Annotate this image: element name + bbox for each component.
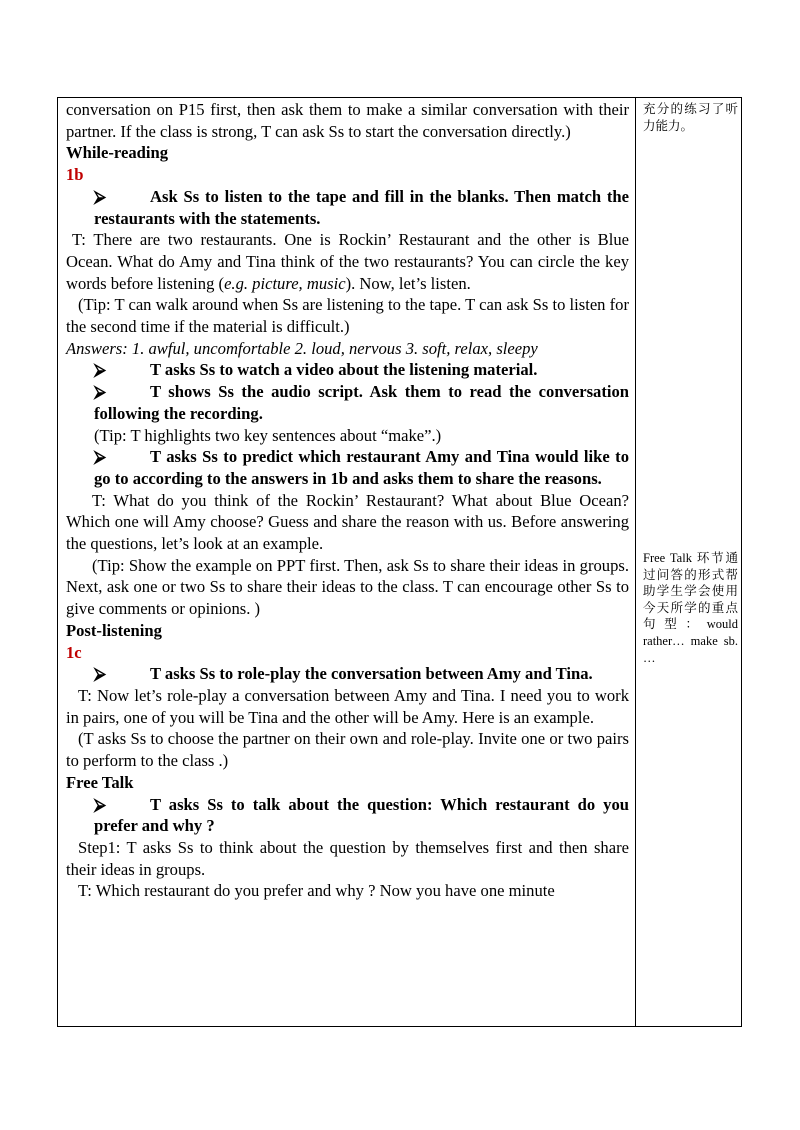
teacher-talk-prefer: T: Which restaurant do you prefer and why ? Now you have one minute: [78, 881, 555, 901]
teacher-talk-restaurants: T: There are two restaurants. One is Rockin’ Restaurant and the other is Blue Ocean. What do Amy and Tina think of the two restaurants? You can circle the key words before listening (e.g. picture, music). Now, let’s listen.: [66, 230, 629, 293]
bullet-listen-tape: ⮚ Ask Ss to listen to the tape and fill in the blanks. Then match the restaurants with the statements.: [94, 186, 629, 228]
free-talk-heading: Free Talk: [66, 772, 134, 792]
tip-choose-partner: (T asks Ss to choose the partner on their own and role-play. Invite one or two pairs to perform to the class .): [66, 729, 629, 771]
column-divider: [635, 98, 636, 1026]
teacher-talk-role-play: T: Now let’s role-play a conversation between Amy and Tina. I need you to work in pairs, one of you will be Tina and the other will be Amy. Here is an example.: [66, 685, 629, 727]
tip-walk-around: (Tip: T can walk around when Ss are listening to the tape. T can ask Ss to listen for the second time if the material is difficult.): [66, 295, 629, 337]
arrow-bullet-icon: ⮚: [94, 447, 106, 467]
bullet-predict-restaurant: ⮚ T asks Ss to predict which restaurant Amy and Tina would like to go to according to the answers in 1b and asks them to share the reasons.: [94, 447, 629, 488]
answers-text: Answers: 1. awful, uncomfortable 2. loud, nervous 3. soft, relax, sleepy: [66, 338, 538, 358]
lesson-steps-column: [66, 99, 629, 902]
step1-text: Step1: T asks Ss to think about the question by themselves first and then share their ideas in groups.: [66, 837, 629, 879]
tip-show-example: (Tip: Show the example on PPT first. Then, ask Ss to share their ideas in groups. Next, ask one or two Ss to share their ideas to the class. T can encourage other Ss to give comments or opinions. ): [66, 555, 629, 619]
section-1b-label: 1b: [66, 165, 84, 185]
lesson-plan-table: [57, 97, 742, 1027]
bullet-which-restaurant: ⮚ T asks Ss to talk about the question: Which restaurant do you prefer and why ?: [94, 794, 629, 836]
arrow-bullet-icon: ⮚: [94, 186, 106, 206]
arrow-bullet-icon: ⮚: [94, 382, 106, 402]
side-note-listening: 充分的练习了听力能力。: [643, 102, 738, 133]
bullet-role-play: ⮚ T asks Ss to role-play the conversation between Amy and Tina.: [94, 664, 593, 684]
arrow-bullet-icon: ⮚: [94, 360, 106, 380]
while-reading-heading: While-reading: [66, 143, 169, 163]
post-listening-heading: Post-listening: [66, 620, 162, 640]
bullet-audio-script: ⮚ T shows Ss the audio script. Ask them to read the conversation following the recording.: [94, 382, 629, 423]
intro-text: conversation on P15 first, then ask them to make a similar conversation with their partner. If the class is strong, T can ask Ss to start the conversation directly.): [66, 100, 629, 141]
tip-highlight-make: (Tip: T highlights two key sentences about “make”.): [94, 425, 442, 445]
side-note-free-talk: Free Talk 环节通过问答的形式帮助学生学会使用今天所学的重点句型：would rather… make sb. …: [643, 551, 738, 665]
arrow-bullet-icon: ⮚: [94, 794, 106, 814]
arrow-bullet-icon: ⮚: [94, 664, 106, 684]
teacher-talk-predict: T: What do you think of the Rockin’ Restaurant? What about Blue Ocean? Which one will Amy choose? Guess and share the reason with us. Before answering the questions, let’s look at an example.: [66, 490, 629, 554]
bullet-watch-video: ⮚ T asks Ss to watch a video about the listening material.: [94, 360, 538, 380]
section-1c-label: 1c: [66, 642, 82, 662]
